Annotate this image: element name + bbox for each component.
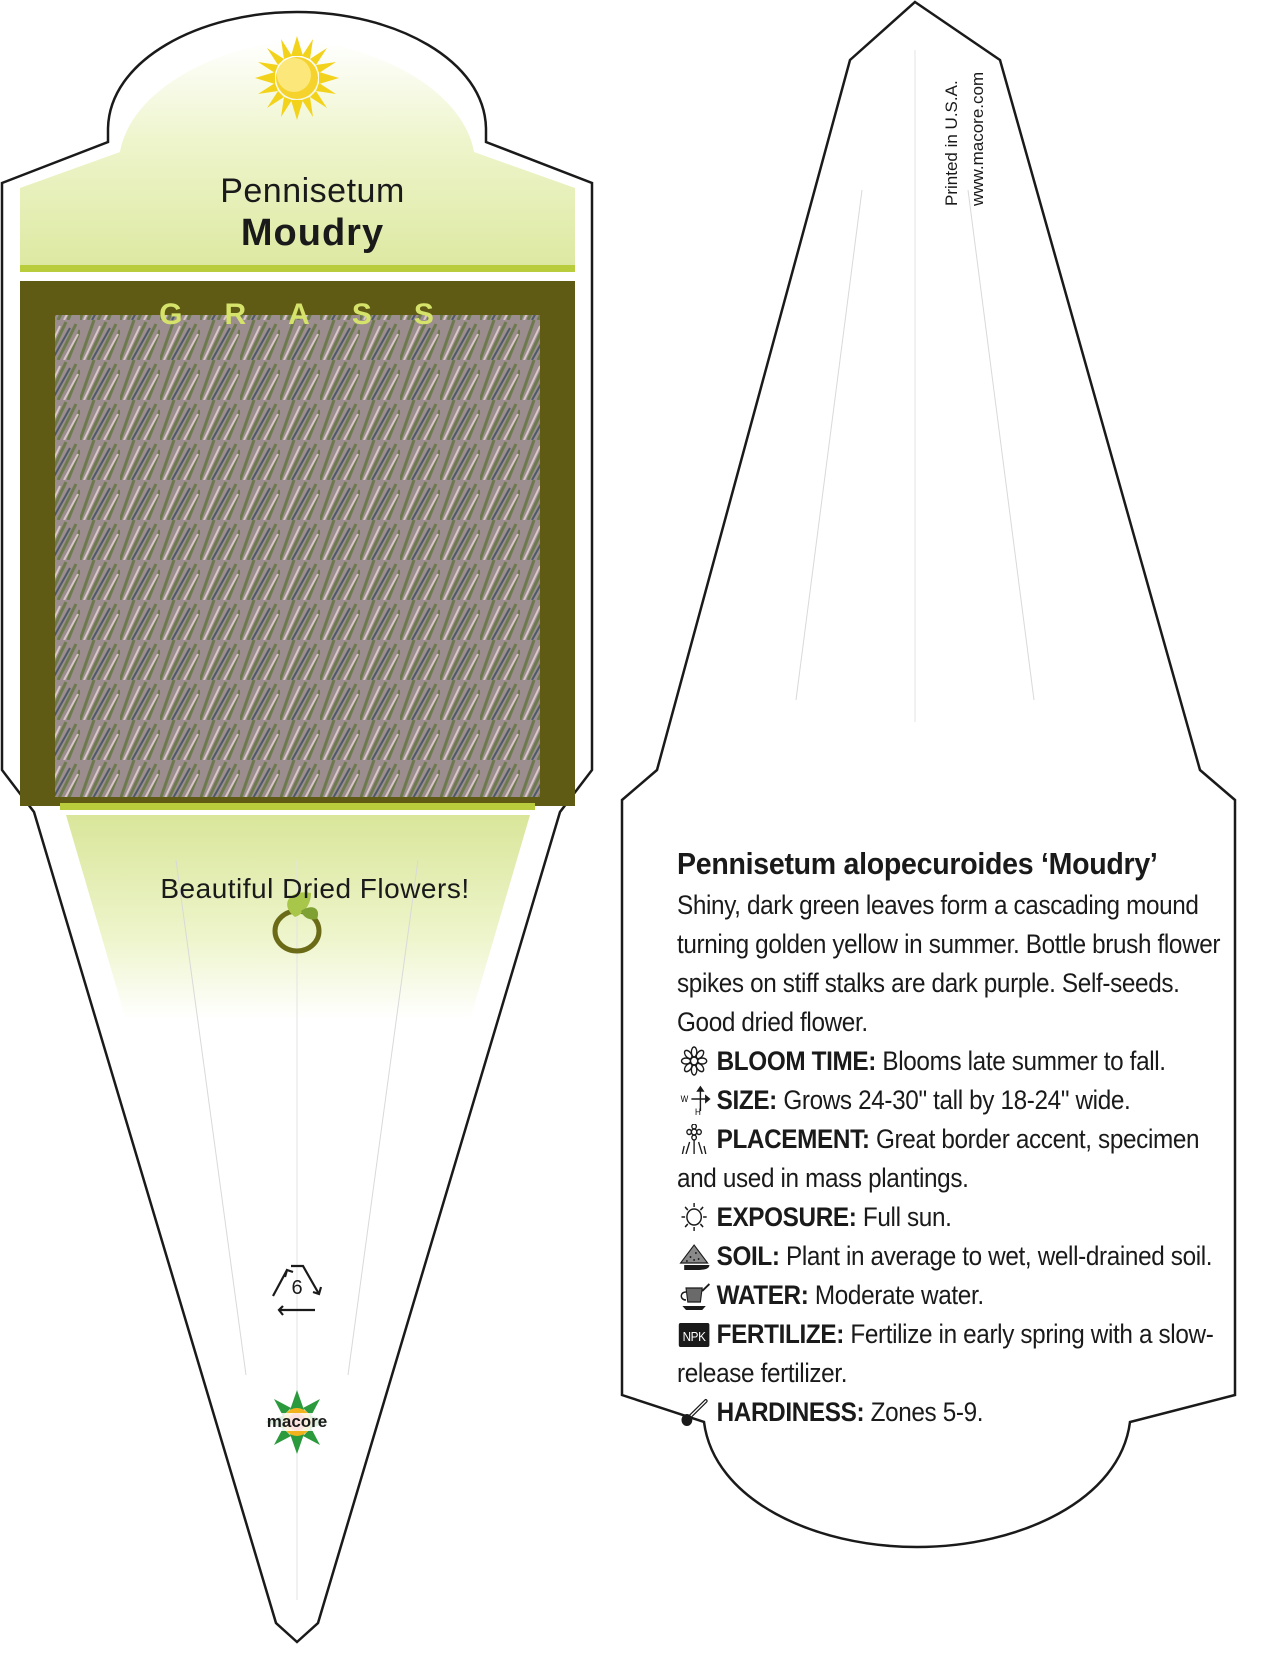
attr-exposure: EXPOSURE: Full sun. xyxy=(677,1198,1235,1237)
category-label: GRASS xyxy=(159,298,476,331)
attr-placement: PLACEMENT: Great border accent, specimen and used in mass plantings. xyxy=(677,1124,1200,1193)
brand-name: macore xyxy=(260,1413,334,1431)
cultivar-title: Moudry xyxy=(240,212,385,254)
tagline: Beautiful Dried Flowers! xyxy=(160,873,470,904)
watering-can-icon xyxy=(677,1280,711,1310)
size-icon xyxy=(677,1085,711,1115)
attr-fertilize: NPK FERTILIZE: Fertilize in early spring with a slow-release fertilizer. xyxy=(677,1319,1214,1388)
printed-in-usa: Printed in U.S.A. xyxy=(942,80,961,206)
attr-hardiness: HARDINESS: Zones 5-9. xyxy=(677,1393,1235,1432)
recycle-code: 6 xyxy=(291,1277,303,1299)
soil-icon xyxy=(677,1241,711,1271)
thermometer-icon xyxy=(677,1397,711,1427)
website: www.macore.com xyxy=(968,71,987,206)
attr-bloom-time: BLOOM TIME: Blooms late summer to fall. xyxy=(677,1042,1235,1081)
attr-water: WATER: Moderate water. xyxy=(677,1276,1235,1315)
botanical-name: Pennisetum alopecuroides ‘Moudry’ xyxy=(677,846,1158,881)
genus-title: Pennisetum xyxy=(220,172,405,210)
attr-soil: SOIL: Plant in average to wet, well-drained soil. xyxy=(677,1237,1235,1276)
plant-description: Shiny, dark green leaves form a cascading mound turning golden yellow in summer. Bottle brush flower spikes on stiff stalks are dark purple. Self-seeds. Good dried flower. xyxy=(677,890,1221,1037)
svg-text:H: H xyxy=(695,1106,701,1115)
attr-size: W H SIZE: Grows 24-30" tall by 18-24" wide. xyxy=(677,1081,1235,1120)
svg-text:W: W xyxy=(680,1093,688,1105)
full-sun-icon xyxy=(255,36,339,120)
svg-text:NPK: NPK xyxy=(682,1329,706,1345)
placement-icon xyxy=(677,1124,711,1154)
back-content xyxy=(677,846,1252,1432)
npk-icon xyxy=(677,1319,711,1349)
flower-icon xyxy=(677,1046,711,1076)
sun-icon xyxy=(677,1202,711,1232)
